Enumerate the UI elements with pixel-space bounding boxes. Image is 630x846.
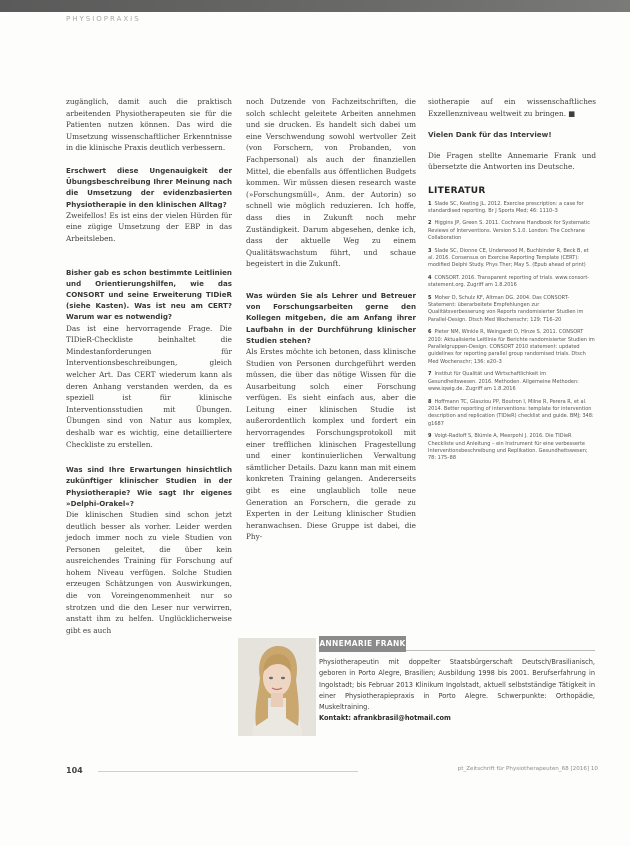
reference-list [428, 201, 596, 463]
interview-answer: Das ist eine hervorragende Frage. Die TIDieR-Checkliste beinhaltet die Mindestanforderungen für Interventionsbeschreibungen, gleich welcher Art. Das CERT wiederum kann als deren Anhang verstanden werden, da es speziell ist für klinische Interventionsstudien mit Übungen. Übungen sind von Natur aus komplex, deshalb war es wichtig, eine detailliertere Checkliste zu erstellen. [66, 323, 232, 449]
top-color-bar [0, 0, 630, 12]
portrait-image [238, 638, 316, 736]
reference-item [428, 275, 596, 290]
reference-item [428, 201, 596, 216]
reference-text: CONSORT. 2016. Transparent reporting of trials. www.consort-statement.org. Zugriff am 1.8.2016 [428, 274, 590, 289]
reference-text: Institut für Qualität und Wirtschaftlichkeit im Gesundheitswesen. 2016. Methoden. Allgemeine Methoden: www.iqwig.de. Zugriff am 1.8.2016 [428, 371, 579, 393]
thanks-line: Vielen Dank für das Interview! [428, 130, 552, 140]
section-rubric: PHYSIOPRAXIS [66, 15, 141, 23]
author-photo [238, 638, 316, 736]
reference-text: Voigt-Radloff S, Blümle A, Meerpohl J. 2016. Die TIDieR Checkliste und Anleitung – ein Instrument für eine verbesserte Interventionsbeschreibung und Replikation. Gesundheitswesen; 78: 175–88 [428, 433, 588, 462]
journal-source: pt_Zeitschrift für Physiotherapeuten_68 [2016] 10 [457, 766, 598, 772]
reference-number: 2 [428, 220, 432, 227]
reference-text: Slade SC, Dionne CE, Underwood M, Buchbinder R, Beck B, et al. 2016. Consensus on Exercise Reporting Template (CERT): modified Delphi Study. Phys Ther; May 5. (Epub ahead of print) [428, 247, 589, 269]
reference-text: Moher D, Schulz KF, Altman DG. 2004. Das CONSORT-Statement: überarbeitete Empfehlungen zur Qualitätsverbesserung von Reports randomisierter Studien im Parallel-Design. Dtsch Med Wochenschr; 129: T16–20 [428, 294, 584, 323]
reference-item [428, 295, 596, 325]
interview-answer: Die klinischen Studien sind schon jetzt deutlich besser als vorher. Leider werden jedoch immer noch zu viele Studien von Personen geleitet, die über kein ausreichendes Training für Forschung auf hohem Niveau verfügen. Solche Studien erzeugen Schätzungen von Auswirkungen, die von Voreingenommenheit nur so strotzen und die den Leser nur verwirren, anstatt ihm zu helfen. Unglücklicherweise gibt es auch [66, 509, 232, 635]
bio-heading: ANNEMARIE FRANK [319, 636, 406, 652]
text-column-3 [428, 96, 596, 468]
reference-number: 1 [428, 200, 432, 207]
page-number: 104 [66, 766, 83, 775]
reference-item [428, 248, 596, 270]
interview-answer: Als Erstes möchte ich betonen, dass klinische Studien von Personen durchgeführt werden müssen, die über das nötige Wissen für die Ausarbeitung solch einer Forschung verfügen. Es sieht einfach aus, aber die Leitung einer klinischen Studie ist außerordentlich komplex und fordert ein hervorragendes Forschungsprotokoll mit einer trefflichen klinischen Fragestellung und einer kontinuierlichen Verwaltung sämtlicher Details. Dazu kann man mit einem konkreten Training gelangen. Andererseits gibt es eine unglaublich tolle neue Generation an Forschern, die gerade zu Experten in der Leitung klinischer Studien heranwachsen. Diese Gruppe ist dabei, die Phy- [246, 346, 416, 542]
closing-paragraph: siotherapie auf ein wissenschaftliches Exzellenzniveau weltweit zu bringen. [428, 97, 596, 118]
reference-number: 8 [428, 398, 432, 405]
reference-number: 3 [428, 247, 432, 254]
reference-item [428, 220, 596, 242]
body-paragraph: noch Dutzende von Fachzeitschriften, die solch schlecht geleitete Arbeiten annehmen und sie drucken. Es handelt sich dabei um eine Verschwendung sowohl wertvoller Zeit (von Forschern, von Probanden, von Fachpersonal) als auch der finanziellen Mittel, die ebenfalls aus öffentlichen Budgets kommen. Wir müssen diesen research waste (»Forschungsmüll«, Anm. der Autorin) so schnell wie möglich reduzieren. Ich hoffe, dass dies in Zukunft noch mehr Zuständigkeit. Darum abgesehen, denke ich, dass der aktuelle Weg zu einem Qualitätswachstum führt, und schaue begeistert in die Zukunft. [246, 97, 416, 269]
editorial-note: Die Fragen stellte Annemarie Frank und übersetzte die Antworten ins Deutsche. [428, 150, 596, 172]
text-column-1 [66, 96, 232, 636]
reference-item [428, 399, 596, 429]
reference-text: Pieter NM, Winkle R, Weingardt D, Hinze S. 2011. CONSORT 2010: Aktualisierte Leitlinie für Berichte randomisierter Studien im Parallelgruppen-Design. CONSORT 2010 statement: updated guidelines for reporting parallel group randomised trials. Dtsch Med Wochenschr; 136: e20–3 [428, 329, 595, 365]
reference-text: Slade SC, Keating JL. 2012. Exercise prescription: a case for standardised reporting. Br J Sports Med; 46: 1110–3 [428, 200, 584, 214]
reference-text: Higgins JP, Green S. 2011. Cochrane Handbook for Systematic Reviews of Interventions. Version 5.1.0. London: The Cochrane Collaboration [428, 220, 591, 242]
body-paragraph [428, 96, 596, 119]
reference-number: 5 [428, 294, 432, 301]
reference-item [428, 433, 596, 463]
interview-question: Bisher gab es schon bestimmte Leitlinien und Orientierungshilfen, wie das CONSORT und seine Erweiterung TIDieR (siehe Kasten). Was ist neu am CERT? Warum war es notwendig? [66, 267, 232, 322]
bio-text: Physiotherapeutin mit doppelter Staatsbürgerschaft Deutsch/Brasilianisch, geboren in Porto Alegre, Brasilien; Ausbildung 1998 bis 2001. Berufserfahrung in Ingolstadt; bis Februar 2013 Klinikum Ingolstadt, aktuell selbstständige Tätigkeit in einer Physiotherapiepraxis in Porto Alegre. Schwerpunkte: Orthopädie, Muskeltraining. [319, 658, 595, 712]
text-column-2 [246, 96, 416, 543]
footer-rule [98, 771, 358, 772]
reference-number: 6 [428, 329, 432, 336]
bio-text-block [319, 657, 595, 725]
end-mark: ■ [568, 108, 576, 118]
interview-question: Was würden Sie als Lehrer und Betreuer von Forschungsarbeiten gerne den Kollegen mitgeben, die am Anfang ihrer Laufbahn in der Durchführung klinischer Studien stehen? [246, 290, 416, 345]
reference-number: 9 [428, 433, 432, 440]
body-paragraph: zugänglich, damit auch die praktisch arbeitenden Physiotherapeuten sie für die Patienten nutzen können. Das wird die Umsetzung wissenschaftlicher Erkenntnisse in die klinische Praxis deutlich verbessern. [66, 97, 232, 153]
reference-item [428, 371, 596, 393]
reference-number: 7 [428, 371, 432, 378]
interview-question: Was sind Ihre Erwartungen hinsichtlich zukünftiger klinischer Studien in der Physiotherapie? Wie sagt Ihr eigenes »Delphi-Orakel«? [66, 465, 232, 508]
reference-number: 4 [428, 274, 432, 281]
reference-text: Hoffmann TC, Glasziou PP, Boutron I, Milne R, Perera R, et al. 2014. Better reporting of interventions: template for intervention description and replication (TIDieR) checklist and guide. BMJ; 348: g1687 [428, 398, 594, 427]
interview-answer: Zweifellos! Es ist eins der vielen Hürden für eine zügige Umsetzung der EBP in das Arbeitsleben. [66, 210, 232, 243]
interview-question: Erschwert diese Ungenauigkeit der Übungsbeschreibung Ihrer Meinung nach die Umsetzung der evidenzbasierten Physiotherapie in den klinischen Alltag? [66, 165, 232, 209]
bio-divider [406, 650, 595, 651]
literature-heading: LITERATUR [428, 185, 486, 196]
contact-email[interactable]: Kontakt: afrankbrasil@hotmail.com [319, 714, 451, 723]
reference-item [428, 329, 596, 366]
